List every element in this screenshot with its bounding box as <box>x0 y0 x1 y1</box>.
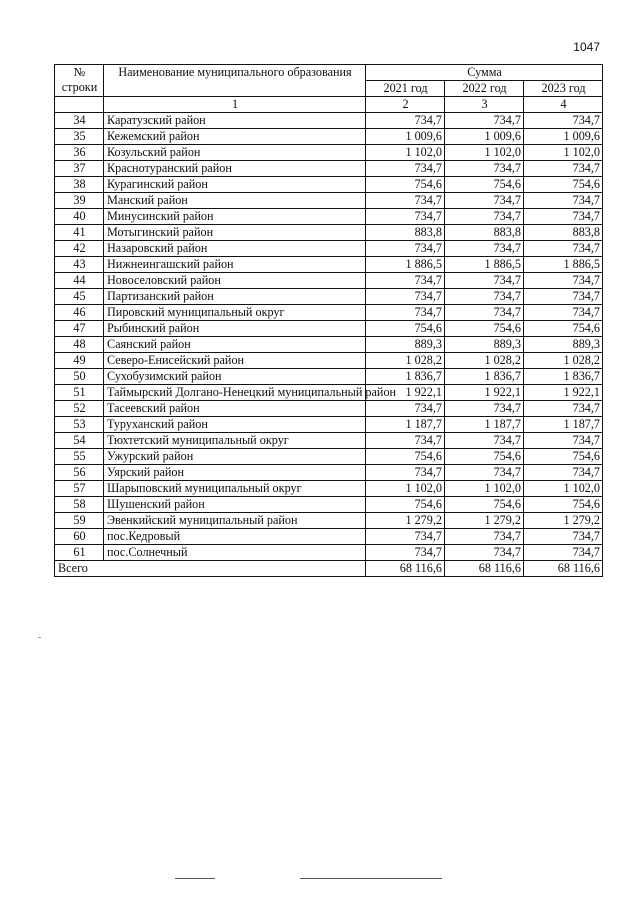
table-row <box>55 209 603 225</box>
total-row <box>55 561 603 577</box>
row-number: 37 <box>55 161 104 177</box>
row-value-2023: 1 009,6 <box>524 129 603 145</box>
row-number: 35 <box>55 129 104 145</box>
margin-tick <box>38 637 41 638</box>
table-row <box>55 129 603 145</box>
row-name: Партизанский район <box>104 289 366 305</box>
row-name: Саянский район <box>104 337 366 353</box>
row-number: 49 <box>55 353 104 369</box>
row-value-2021: 754,6 <box>366 449 445 465</box>
table-row <box>55 513 603 529</box>
row-value-2022: 734,7 <box>445 273 524 289</box>
row-value-2023: 754,6 <box>524 497 603 513</box>
row-value-2023: 754,6 <box>524 321 603 337</box>
row-value-2022: 734,7 <box>445 289 524 305</box>
row-number: 61 <box>55 545 104 561</box>
row-value-2023: 1 886,5 <box>524 257 603 273</box>
row-name: Краснотуранский район <box>104 161 366 177</box>
row-value-2022: 754,6 <box>445 449 524 465</box>
row-name: Пировский муниципальный округ <box>104 305 366 321</box>
header-row-number: № строки <box>55 65 104 97</box>
row-number: 57 <box>55 481 104 497</box>
row-value-2023: 734,7 <box>524 113 603 129</box>
row-number: 41 <box>55 225 104 241</box>
row-name: Шарыповский муниципальный округ <box>104 481 366 497</box>
table-row <box>55 337 603 353</box>
row-name: Шушенский район <box>104 497 366 513</box>
row-name: пос.Кедровый <box>104 529 366 545</box>
row-name: Новоселовский район <box>104 273 366 289</box>
row-value-2022: 734,7 <box>445 209 524 225</box>
table-row <box>55 193 603 209</box>
header-sum: Сумма <box>366 65 603 81</box>
row-value-2022: 734,7 <box>445 465 524 481</box>
row-value-2023: 734,7 <box>524 209 603 225</box>
row-value-2023: 883,8 <box>524 225 603 241</box>
row-number: 50 <box>55 369 104 385</box>
table-row <box>55 449 603 465</box>
row-value-2022: 734,7 <box>445 545 524 561</box>
row-number: 40 <box>55 209 104 225</box>
row-value-2023: 1 102,0 <box>524 145 603 161</box>
row-number: 45 <box>55 289 104 305</box>
row-value-2023: 754,6 <box>524 177 603 193</box>
col-index-1: 1 <box>104 97 366 113</box>
row-number: 52 <box>55 401 104 417</box>
row-value-2021: 734,7 <box>366 193 445 209</box>
row-value-2022: 1 102,0 <box>445 481 524 497</box>
row-value-2023: 734,7 <box>524 305 603 321</box>
row-name: Тюхтетский муниципальный округ <box>104 433 366 449</box>
row-name: Курагинский район <box>104 177 366 193</box>
total-label: Всего <box>55 561 366 577</box>
table-row <box>55 321 603 337</box>
row-name: Каратузский район <box>104 113 366 129</box>
row-value-2021: 734,7 <box>366 401 445 417</box>
total-2022: 68 116,6 <box>445 561 524 577</box>
table-row <box>55 225 603 241</box>
row-value-2023: 734,7 <box>524 465 603 481</box>
row-value-2022: 734,7 <box>445 193 524 209</box>
table-row <box>55 529 603 545</box>
row-number: 54 <box>55 433 104 449</box>
row-name: Назаровский район <box>104 241 366 257</box>
row-name: Северо-Енисейский район <box>104 353 366 369</box>
row-value-2022: 883,8 <box>445 225 524 241</box>
table-row <box>55 161 603 177</box>
row-value-2021: 734,7 <box>366 209 445 225</box>
row-number: 55 <box>55 449 104 465</box>
row-value-2021: 734,7 <box>366 305 445 321</box>
row-value-2021: 734,7 <box>366 289 445 305</box>
row-name: Тасеевский район <box>104 401 366 417</box>
row-name: Уярский район <box>104 465 366 481</box>
col-index-blank <box>55 97 104 113</box>
row-value-2023: 734,7 <box>524 545 603 561</box>
table-row <box>55 145 603 161</box>
table-row <box>55 257 603 273</box>
row-number: 60 <box>55 529 104 545</box>
row-value-2023: 754,6 <box>524 449 603 465</box>
table-row <box>55 273 603 289</box>
row-value-2022: 734,7 <box>445 113 524 129</box>
row-value-2022: 1 028,2 <box>445 353 524 369</box>
row-value-2021: 1 836,7 <box>366 369 445 385</box>
row-value-2021: 734,7 <box>366 465 445 481</box>
row-name: Туруханский район <box>104 417 366 433</box>
row-value-2022: 754,6 <box>445 177 524 193</box>
row-value-2021: 1 102,0 <box>366 145 445 161</box>
row-value-2022: 734,7 <box>445 433 524 449</box>
row-value-2021: 889,3 <box>366 337 445 353</box>
row-value-2022: 734,7 <box>445 305 524 321</box>
row-value-2023: 734,7 <box>524 529 603 545</box>
row-value-2022: 754,6 <box>445 497 524 513</box>
row-value-2023: 734,7 <box>524 433 603 449</box>
row-value-2022: 734,7 <box>445 161 524 177</box>
table-body <box>55 113 603 561</box>
table-row <box>55 385 603 401</box>
col-index-2: 2 <box>366 97 445 113</box>
row-value-2022: 734,7 <box>445 241 524 257</box>
row-name: Мотыгинский район <box>104 225 366 241</box>
row-number: 51 <box>55 385 104 401</box>
row-name: Ужурский район <box>104 449 366 465</box>
row-value-2021: 734,7 <box>366 545 445 561</box>
row-value-2021: 1 028,2 <box>366 353 445 369</box>
row-value-2023: 734,7 <box>524 241 603 257</box>
row-number: 53 <box>55 417 104 433</box>
row-number: 44 <box>55 273 104 289</box>
row-name: Сухобузимский район <box>104 369 366 385</box>
row-name: Таймырский Долгано-Ненецкий муниципальный район <box>104 385 366 401</box>
row-value-2022: 1 009,6 <box>445 129 524 145</box>
row-value-2021: 883,8 <box>366 225 445 241</box>
col-index-4: 4 <box>524 97 603 113</box>
row-name: Кежемский район <box>104 129 366 145</box>
row-name: пос.Солнечный <box>104 545 366 561</box>
row-value-2023: 734,7 <box>524 273 603 289</box>
table-row <box>55 177 603 193</box>
row-number: 34 <box>55 113 104 129</box>
row-number: 46 <box>55 305 104 321</box>
row-value-2022: 1 886,5 <box>445 257 524 273</box>
row-number: 38 <box>55 177 104 193</box>
footer-mark <box>175 878 215 879</box>
row-value-2021: 734,7 <box>366 161 445 177</box>
row-value-2023: 734,7 <box>524 289 603 305</box>
row-value-2021: 734,7 <box>366 113 445 129</box>
row-value-2023: 1 102,0 <box>524 481 603 497</box>
table-row <box>55 465 603 481</box>
row-number: 48 <box>55 337 104 353</box>
row-name: Минусинский район <box>104 209 366 225</box>
row-name: Рыбинский район <box>104 321 366 337</box>
table-row <box>55 305 603 321</box>
row-value-2023: 1 028,2 <box>524 353 603 369</box>
row-value-2021: 734,7 <box>366 273 445 289</box>
header-year-2023: 2023 год <box>524 81 603 97</box>
col-index-3: 3 <box>445 97 524 113</box>
row-name: Манский район <box>104 193 366 209</box>
row-value-2022: 1 922,1 <box>445 385 524 401</box>
table-row <box>55 241 603 257</box>
row-value-2023: 734,7 <box>524 193 603 209</box>
row-value-2023: 734,7 <box>524 161 603 177</box>
row-value-2022: 1 836,7 <box>445 369 524 385</box>
row-value-2023: 734,7 <box>524 401 603 417</box>
row-value-2022: 1 102,0 <box>445 145 524 161</box>
row-number: 36 <box>55 145 104 161</box>
row-value-2021: 734,7 <box>366 529 445 545</box>
header-year-2022: 2022 год <box>445 81 524 97</box>
table-row <box>55 289 603 305</box>
row-value-2023: 889,3 <box>524 337 603 353</box>
row-value-2022: 754,6 <box>445 321 524 337</box>
row-name: Козульский район <box>104 145 366 161</box>
row-value-2022: 889,3 <box>445 337 524 353</box>
table-row <box>55 401 603 417</box>
row-value-2021: 1 886,5 <box>366 257 445 273</box>
row-number: 43 <box>55 257 104 273</box>
table-row <box>55 113 603 129</box>
header-year-2021: 2021 год <box>366 81 445 97</box>
row-number: 47 <box>55 321 104 337</box>
row-number: 56 <box>55 465 104 481</box>
row-value-2023: 1 187,7 <box>524 417 603 433</box>
page-number: 1047 <box>573 40 600 54</box>
row-value-2021: 1 922,1 <box>366 385 445 401</box>
row-value-2022: 734,7 <box>445 529 524 545</box>
table-row <box>55 497 603 513</box>
table-row <box>55 369 603 385</box>
row-number: 58 <box>55 497 104 513</box>
row-value-2022: 734,7 <box>445 401 524 417</box>
footer-mark <box>300 878 442 879</box>
row-name: Нижнеингашский район <box>104 257 366 273</box>
row-value-2023: 1 836,7 <box>524 369 603 385</box>
row-value-2021: 754,6 <box>366 177 445 193</box>
row-value-2021: 734,7 <box>366 241 445 257</box>
row-number: 59 <box>55 513 104 529</box>
row-number: 39 <box>55 193 104 209</box>
table-row <box>55 353 603 369</box>
table-row <box>55 481 603 497</box>
table-row <box>55 417 603 433</box>
total-2021: 68 116,6 <box>366 561 445 577</box>
row-value-2022: 1 279,2 <box>445 513 524 529</box>
row-value-2022: 1 187,7 <box>445 417 524 433</box>
table-row <box>55 433 603 449</box>
row-value-2021: 1 102,0 <box>366 481 445 497</box>
row-value-2021: 754,6 <box>366 321 445 337</box>
row-value-2021: 1 187,7 <box>366 417 445 433</box>
row-number: 42 <box>55 241 104 257</box>
row-value-2021: 734,7 <box>366 433 445 449</box>
row-value-2021: 1 279,2 <box>366 513 445 529</box>
row-value-2021: 1 009,6 <box>366 129 445 145</box>
header-name: Наименование муниципального образования <box>104 65 366 97</box>
total-2023: 68 116,6 <box>524 561 603 577</box>
row-name: Эвенкийский муниципальный район <box>104 513 366 529</box>
row-value-2023: 1 922,1 <box>524 385 603 401</box>
subsidy-table <box>54 64 603 577</box>
row-value-2023: 1 279,2 <box>524 513 603 529</box>
table-row <box>55 545 603 561</box>
row-value-2021: 754,6 <box>366 497 445 513</box>
footer-scan-marks <box>0 878 636 882</box>
